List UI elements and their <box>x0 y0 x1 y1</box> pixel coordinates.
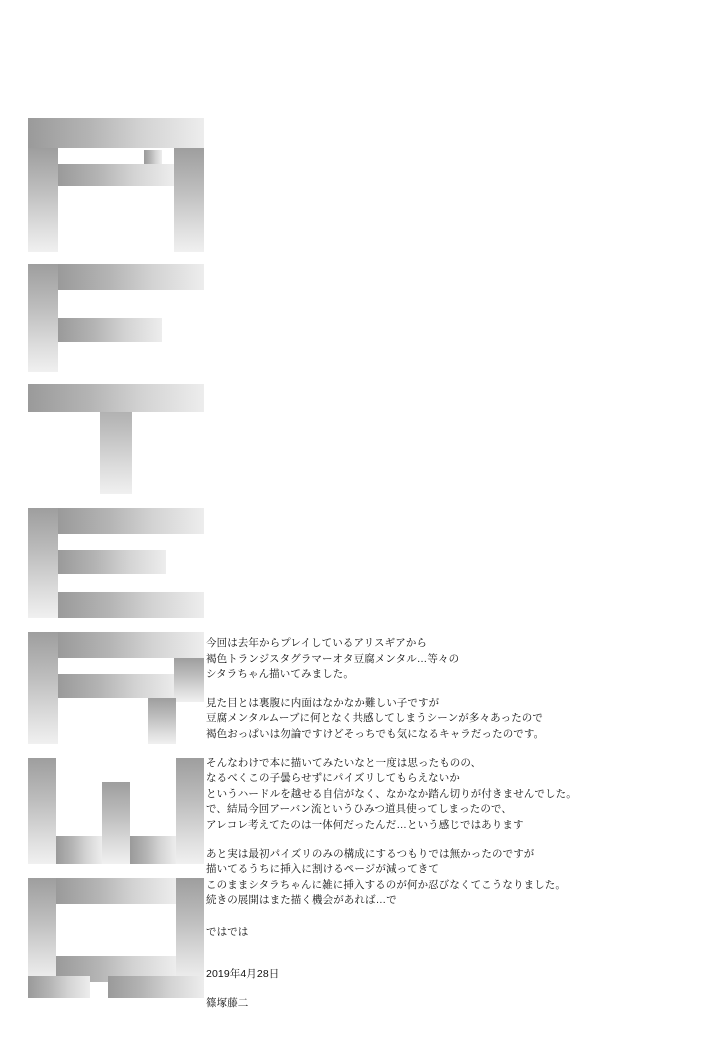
closing-text: ではでは <box>206 925 249 938</box>
text-line: 褐色トランジスタグラマーオタ豆腐メンタル…等々の <box>206 652 460 665</box>
author-name: 篠塚藤二 <box>206 997 249 1010</box>
afterword-text <box>206 636 676 1012</box>
text-line: 続きの展開はまた描く機会があれば…で <box>206 894 397 907</box>
text-line: シタラちゃん描いてみました。 <box>206 668 354 681</box>
text-line: というハードルを越せる自信がなく、なかなか踏ん切りが付きませんでした。 <box>206 787 577 800</box>
text-line: 豆腐メンタルムーブに何となく共感してしまうシーンが多々あったので <box>206 712 543 725</box>
text-line: 見た目とは裏腹に内面はなかなか難しい子ですが <box>206 696 440 709</box>
text-line: 今回は去年からプレイしているアリスギアから <box>206 637 428 649</box>
vertical-gradient-title-art <box>28 118 204 1006</box>
text-line: あと実は最初パイズリのみの構成にするつもりでは無かったのですが <box>206 847 535 860</box>
text-line: アレコレ考えてたのは一体何だったんだ…という感じではあります <box>206 818 524 831</box>
text-line: 描いてるうちに挿入に割けるページが減ってきて <box>206 863 439 876</box>
text-line: で、結局今回アーバン流というひみつ道具使ってしまったので、 <box>206 803 512 816</box>
signature-block <box>206 925 676 1012</box>
text-line: そんなわけで本に描いてみたいなと一度は思ったものの、 <box>206 756 482 769</box>
publication-date: 2019年4月28日 <box>206 967 280 980</box>
paragraph-3 <box>206 756 676 834</box>
paragraph-2 <box>206 696 676 743</box>
paragraph-4 <box>206 847 676 909</box>
text-line: なるべくこの子曇らせずにパイズリしてもらえないか <box>206 772 460 785</box>
text-line: このままシタラちゃんに雑に挿入するのが何か忍びなくてこうなりました。 <box>206 878 566 891</box>
paragraph-1 <box>206 636 676 683</box>
title-art-footer-marks <box>28 1002 204 1016</box>
text-line: 褐色おっぱいは勿論ですけどそっちでも気になるキャラだったのです。 <box>206 727 545 740</box>
